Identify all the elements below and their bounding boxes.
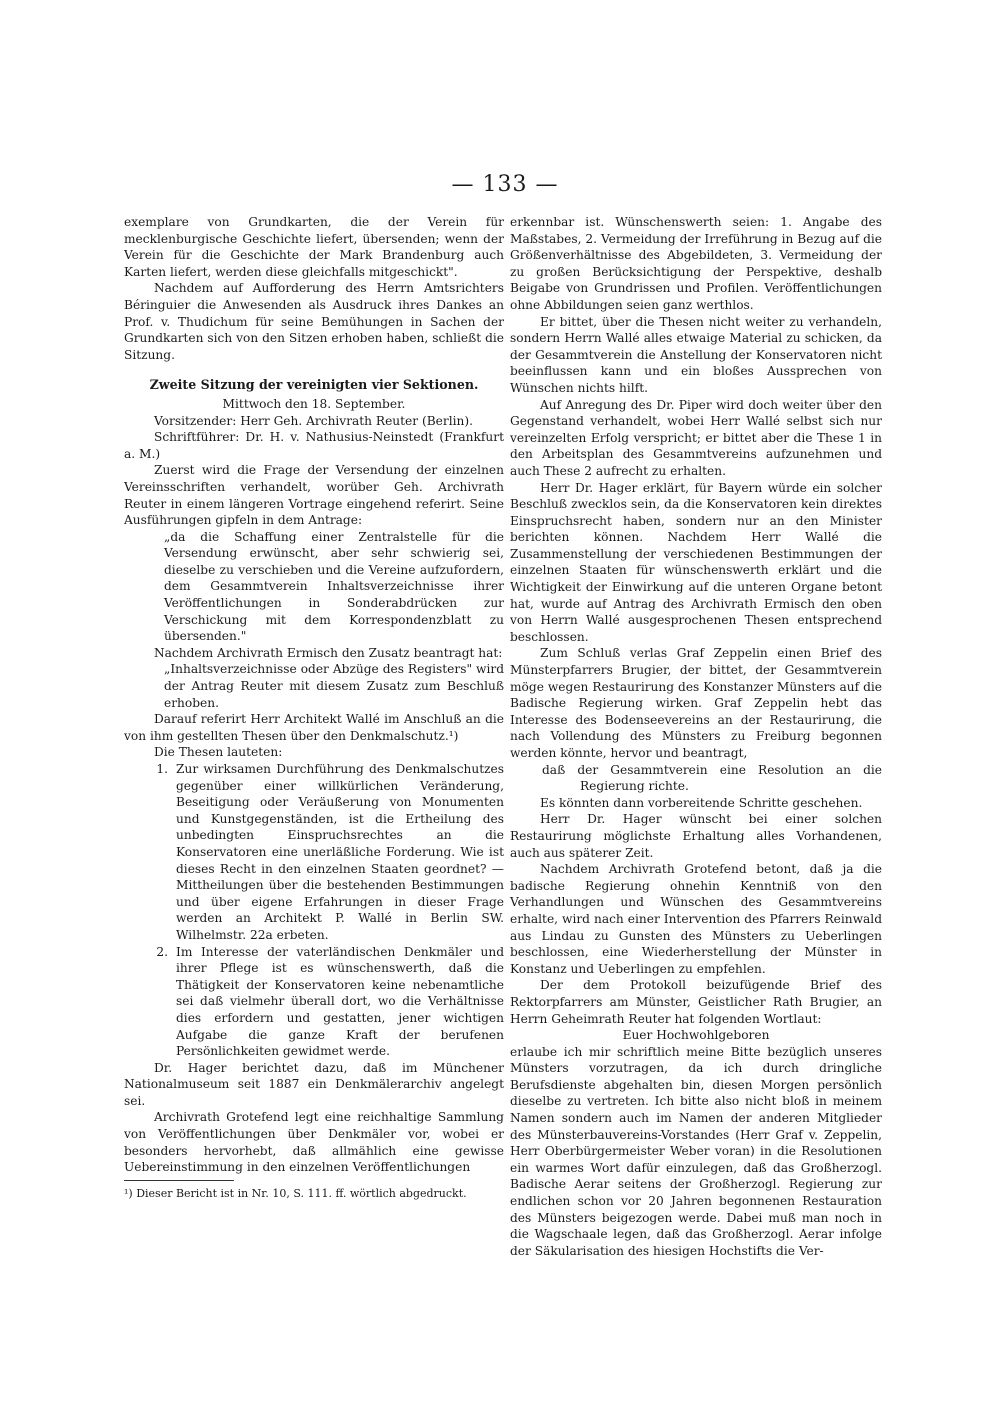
paragraph: exemplare von Grundkarten, die der Verein für mecklenburgische Geschichte liefert, übersenden; wenn der Verein für die Geschichte der Mark Brandenburg auch Karten liefert, werden diese gleichfalls mitgeschickt". [124,215,504,279]
paragraph: Herr Dr. Hager wünscht bei einer solchen Restaurirung möglichste Erhaltung alles Vorhandenen, auch aus späterer Zeit. [510,812,882,860]
footnote-rule [124,1180,234,1181]
paragraph: Nachdem Archivrath Grotefend betont, daß ja die badische Regierung ohnehin Kenntniß von den Verhandlungen und Wünschen des Gesammtvereins erhalte, wird nach einer Intervention des Pfarrers Reinwald aus Lindau zu Gunsten des Münsters zu Ueberlingen beschlossen, eine Wiederherstellung der Münster in Konstanz und Ueberlingen zu empfehlen. [510,862,882,976]
right-column [510,214,882,1259]
paragraph: Zum Schluß verlas Graf Zeppelin einen Brief des Münsterpfarrers Brugier, der bittet, der Gesammtverein möge wegen Restaurirung des Konstanzer Münsters auf die Badische Regierung wirken. Graf Zeppelin hebt das Interesse des Bodenseevereins an der Restaurirung, die nach Vollendung des Münsters zu Freiburg begonnen werden könnte, hervor und beantragt, [510,646,882,760]
paragraph: Der dem Protokoll beizufügende Brief des Rektorpfarrers am Münster, Geistlicher Rath Brugier, an Herrn Geheimrath Reuter hat folgenden Wortlaut: [510,978,882,1026]
letter-body: erlaube ich mir schriftlich meine Bitte bezüglich unseres Münsters vorzutragen, da ich durch dringliche Berufsdienste abgehalten bin, diesen Morgen persönlich dieselbe zu vertreten. Ich bitte also nicht bloß in meinem Namen sondern auch im Namen der anderen Mitglieder des Münsterbauvereins-Vorstandes (Herr Graf v. Zeppelin, Herr Oberbürgermeister Weber voran) in die Resolutionen ein warmes Wort dafür einzulegen, daß das Großherzogl. Badische Aerar seitens der Großherzogl. Regierung zur endlichen schon vor 20 Jahren begonnenen Restauration des Münsters beigezogen werde. Dabei muß man noch in die Wagschaale legen, daß das Großherzogl. Aerar infolge der Säkularisation des hiesigen Hochstifts die Ver- [510,1044,882,1258]
paragraph: Zuerst wird die Frage der Versendung der einzelnen Vereinsschriften verhandelt, worüber Geh. Archivrath Reuter in einem längeren Vortrage eingehend referirt. Seine Ausführungen gipfeln in dem Antrage: [124,463,504,528]
paragraph: Nachdem auf Aufforderung des Herrn Amtsrichters Béringuier die Anwesenden als Ausdruck ihres Dankes an Prof. v. Thudichum für seine Bemühungen in Sachen der Grundkarten sich von den Sitzen erhoben haben, schließt die Sitzung. [124,281,504,362]
thesis-item [124,944,504,1060]
paragraph: Er bittet, über die Thesen nicht weiter zu verhandeln, sondern Herrn Wallé alles etwaige Material zu schicken, da der Gesammtverein die Anstellung der Konservatoren nicht beeinflussen kann und ein bloßes Aussprechen von Wünschen nichts hilft. [510,314,882,395]
paragraph: Auf Anregung des Dr. Piper wird doch weiter über den Gegenstand verhandelt, wobei Herr Wallé selbst sich nur vereinzelten Erfolg verspricht; er bittet aber die These 1 in den Arbeitsplan des Gesammtvereins aufzunehmen und auch These 2 aufrecht zu erhalten. [510,397,882,478]
chair-line: Vorsitzender: Herr Geh. Archivrath Reuter (Berlin). [154,413,473,428]
paragraph: Nachdem Archivrath Ermisch den Zusatz beantragt hat: [154,645,503,660]
thesis-text: Im Interesse der vaterländischen Denkmäler und ihrer Pflege ist es wünschenswerth, daß die Thätigkeit der Konservatoren keine nebenamtliche sei daß vielmehr überall dort, wo die Verhältnisse dies erfordern und gestatten, jener wichtigen Aufgabe die ganze Kraft der berufenen Persönlichkeiten gewidmet werde. [176,944,504,1059]
paragraph: Herr Dr. Hager erklärt, für Bayern würde ein solcher Beschluß zwecklos sein, da die Konservatoren kein direktes Einspruchsrecht haben, sondern nur an den Minister berichten können. Nachdem Herr Wallé die Zusammenstellung der verschiedenen Bestimmungen der einzelnen Staaten für wünschenswerth erklärt und die Wichtigkeit der Einwirkung auf die unteren Organe betont hat, wurde auf Antrag des Archivrath Ermisch den oben von Herrn Wallé ausgesprochenen Thesen entsprechend beschlossen. [510,480,882,644]
left-column [124,214,504,1176]
footnote: ¹) Dieser Bericht ist in Nr. 10, S. 111. ff. wörtlich abgedruckt. [124,1187,467,1200]
section-heading: Zweite Sitzung der vereinigten vier Sektionen. [149,377,479,393]
thesis-text: Zur wirksamen Durchführung des Denkmalschutzes gegenüber einer willkürlichen Veränderung, Beseitigung oder Veräußerung von Monumenten und Kunstgegenständen, ist die Ertheilung des unbedingten Einspruchsrechtes an die Konservatoren eine unerläßliche Forderung. Wie ist dieses Recht in den einzelnen Staaten geordnet? — Mittheilungen über die bestehenden Bestimmungen und über eigene Erfahrungen in dieser Frage werden an Architekt P. Wallé in Berlin SW. Wilhelmstr. 22a erbeten. [176,762,504,942]
amendment-quote: „Inhaltsverzeichnisse oder Abzüge des Registers" wird der Antrag Reuter mit diesem Zusatz zum Beschluß erhoben. [164,662,504,710]
paragraph: Es könnten dann vorbereitende Schritte geschehen. [540,795,863,810]
letter-salutation: Euer Hochwohlgeboren [622,1028,770,1043]
session-date: Mittwoch den 18. September. [222,396,406,411]
paragraph: Dr. Hager berichtet dazu, daß im Münchener Nationalmuseum seit 1887 ein Denkmälerarchiv angelegt sei. [124,1060,504,1108]
motion-text: daß der Gesammtverein eine Resolution an die Regierung richte. [542,762,882,794]
thesis-number: 2. [156,944,168,959]
paragraph: Darauf referirt Herr Architekt Wallé im Anschluß an die von ihm gestellten Thesen über den Denkmalschutz.¹) [124,712,504,743]
secretary-line: Schriftführer: Dr. H. v. Nathusius-Neinstedt (Frankfurt a. M.) [124,430,504,461]
motion-quote: „da die Schaffung einer Zentralstelle für die Versendung erwünscht, aber sehr schwierig sei, dieselbe zu verschieben und die Vereine aufzufordern, dem Gesammtverein Inhaltsverzeichnisse ihrer Veröffentlichungen in Sonderabdrücken zur Verschickung mit dem Korrespondenzblatt zu übersenden." [164,529,504,644]
thesis-number: 1. [156,762,168,776]
paragraph: erkennbar ist. Wünschenswerth seien: 1. Angabe des Maßstabes, 2. Vermeidung der Irreführung in Bezug auf die Größenverhältnisse des Abgebildeten, 3. Vermeidung der zu großen Berücksichtigung der Perspektive, deshalb Beigabe von Grundrissen und Profilen. Veröffentlichungen ohne Abbildungen seien ganz werthlos. [510,215,882,312]
page-number: — 133 — [451,172,559,197]
paragraph: Archivrath Grotefend legt eine reichhaltige Sammlung von Veröffentlichungen über Denkmäler vor, wobei er besonders hervorhebt, daß allmählich eine gewisse Uebereinstimmung in den einzelnen Veröffentlichungen [124,1110,504,1175]
thesis-item [124,761,504,944]
paragraph: Die Thesen lauteten: [154,745,283,760]
